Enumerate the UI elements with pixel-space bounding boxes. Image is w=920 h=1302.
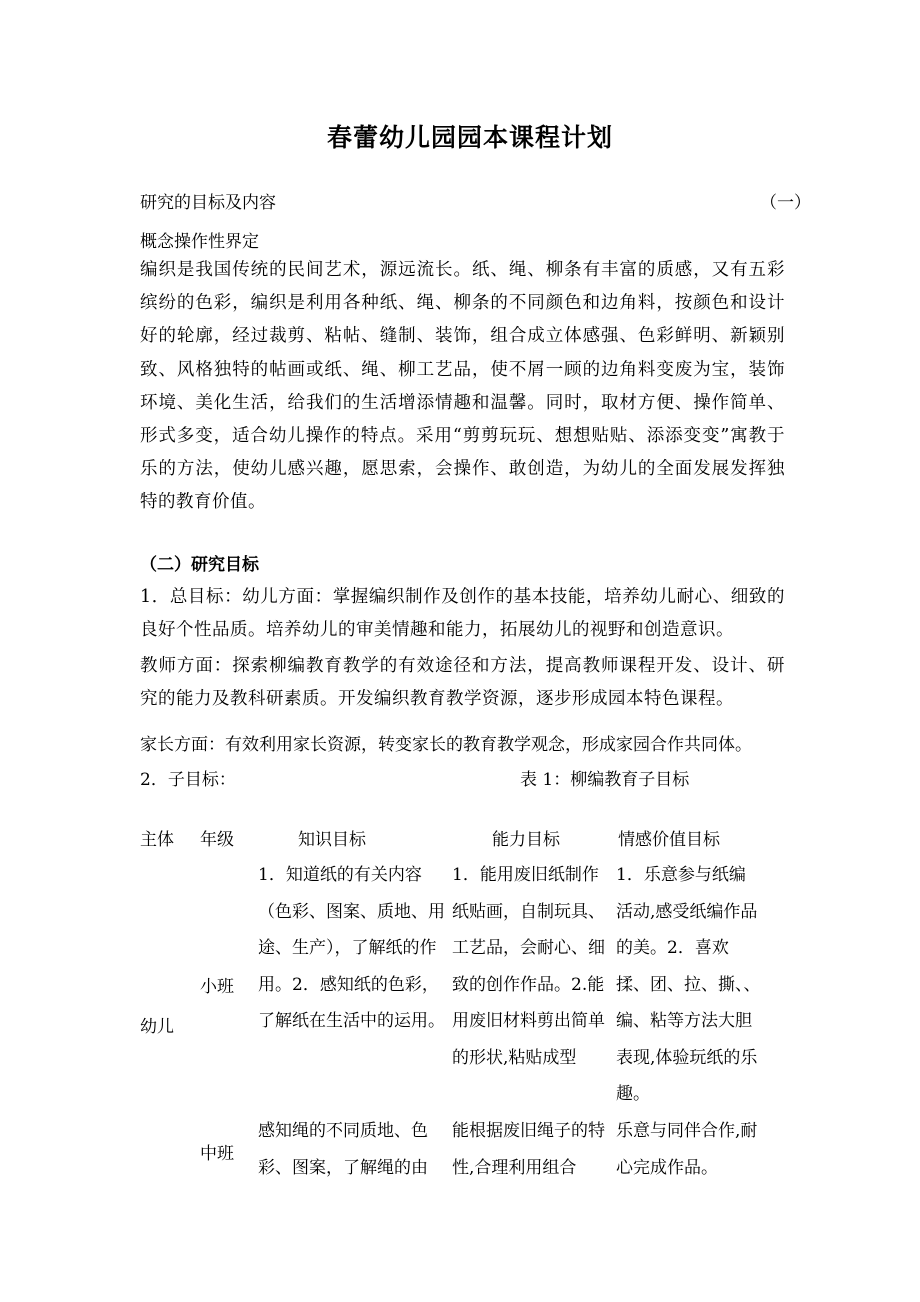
table-header-subject: 主体 — [140, 830, 174, 850]
emotion-cell: 乐意与同伴合作,耐心完成作品。 — [616, 1121, 758, 1178]
teacher-goal-paragraph: 教师方面：探索柳编教育教学的有效途径和方法，提高教师课程开发、设计、研究的能力及教科研素质。开发编织教育教学资源，逐步形成园本特色课程。 — [140, 656, 785, 710]
grade-cell: 小班 — [200, 977, 234, 997]
table-caption: 表 1：柳编教育子目标 — [520, 770, 690, 790]
ability-cell: 1．能用废旧纸制作纸贴画，自制玩具、工艺品，会耐心、细致的创作作品。2.能用废旧材料剪出简单的形状,粘贴成型 — [452, 865, 605, 1068]
grade-cell: 中班 — [200, 1144, 234, 1164]
ability-cell: 能根据废旧绳子的特性,合理利用组合 — [452, 1121, 605, 1178]
table-header-knowledge: 知识目标 — [298, 830, 366, 850]
table-header-ability: 能力目标 — [492, 830, 560, 850]
intro-paragraph: 编织是我国传统的民间艺术，源远流长。纸、绳、柳条有丰富的质感，又有五彩缤纷的色彩，编织是利用各种纸、绳、柳条的不同颜色和边角料，按颜色和设计好的轮廓，经过裁剪、粘帖、缝制、装饰，组合成立体感强、色彩鲜明、新颖别致、风格独特的帖画或纸、绳、柳工艺品，使不屑一顾的边角料变废为宝，装饰环境、美化生活，给我们的生活增添情趣和温馨。同时，取材方便、操作简单、形式多变，适合幼儿操作的特点。采用“剪剪玩玩、想想贴贴、添添变变”寓教于乐的方法，使幼儿感兴趣，愿思索，会操作、敢创造，为幼儿的全面发展发挥独特的教育价值。 — [140, 260, 785, 513]
table-subject-cell: 幼儿 — [140, 1017, 174, 1037]
sub-heading-definition: 概念操作性界定 — [140, 232, 259, 252]
section-number: （一） — [760, 193, 811, 213]
emotion-cell: 1．乐意参与纸编活动,感受纸编作品的美。2．喜欢揉、团、拉、撕、、编、粘等方法大胆表现,体验玩纸的乐趣。 — [616, 865, 761, 1104]
sub-goal-label: 2．子目标： — [140, 770, 236, 790]
section-heading: 研究的目标及内容 — [140, 193, 276, 213]
knowledge-cell: 感知绳的不同质地、色彩、图案，了解绳的由 — [258, 1121, 428, 1178]
general-goal-paragraph: 1．总目标：幼儿方面：掌握编织制作及创作的基本技能，培养幼儿耐心、细致的良好个性品质。培养幼儿的审美情趣和能力，拓展幼儿的视野和创造意识。 — [140, 587, 785, 641]
table-header-grade: 年级 — [200, 830, 234, 850]
knowledge-cell: 1．知道纸的有关内容（色彩、图案、质地、用途、生产），了解纸的作用。2．感知纸的色彩，了解纸在生活中的运用。 — [258, 865, 445, 1031]
table-header-emotion: 情感价值目标 — [618, 830, 720, 850]
parent-goal-paragraph: 家长方面：有效利用家长资源，转变家长的教育教学观念，形成家园合作共同体。 — [140, 735, 752, 755]
document-title: 春蕾幼儿园园本课程计划 — [326, 123, 613, 152]
sub-heading-goals: （二）研究目标 — [140, 555, 259, 575]
